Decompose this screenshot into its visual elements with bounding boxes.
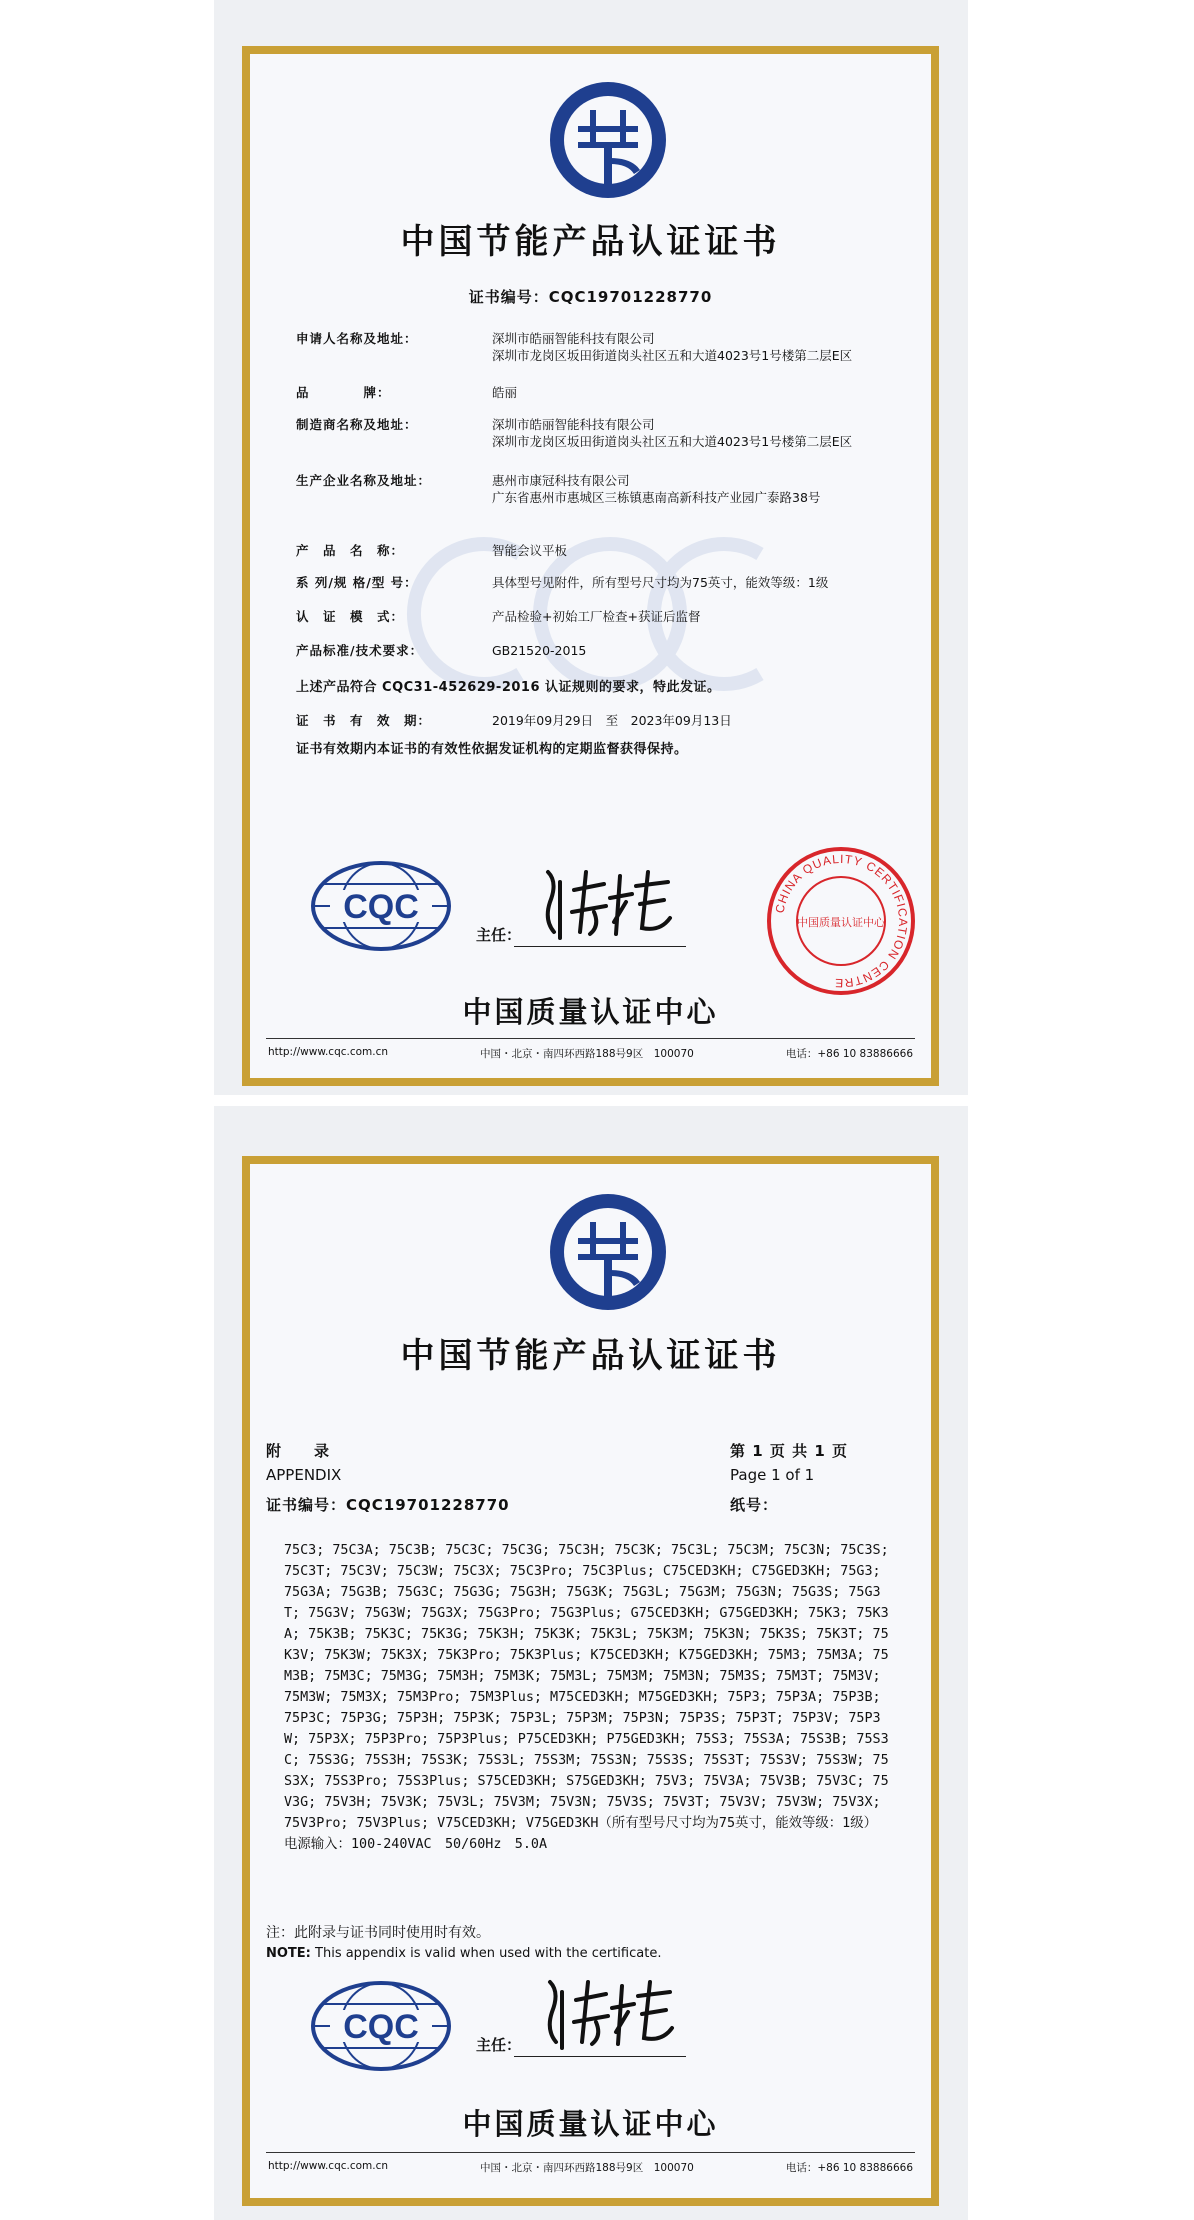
appendix-cert-number: 证书编号：CQC19701228770	[266, 1496, 510, 1514]
red-seal-icon	[766, 846, 916, 996]
field-label: 生产企业名称及地址：	[296, 473, 432, 488]
field-value: 深圳市皓丽智能科技有限公司 深圳市龙岗区坂田街道岗头社区五和大道4023号1号楼第二层E区	[492, 331, 853, 363]
director-signature-icon	[532, 1972, 682, 2052]
certificate-number: 证书编号：CQC19701228770	[468, 288, 713, 306]
field-value: GB21520-2015	[492, 643, 587, 658]
footer-address: 中国・北京・南四环西路188号9区 100070	[480, 1048, 694, 1060]
field-value: 皓丽	[492, 385, 518, 400]
appendix-frame	[242, 1156, 939, 2206]
footer-divider	[266, 1038, 915, 1039]
certificate-title: 中国节能产品认证证书	[400, 222, 781, 262]
field-applicant	[296, 330, 896, 370]
appendix-label-cn: 附 录	[266, 1442, 331, 1460]
stamp-inner-text: 中国质量认证中心	[797, 916, 885, 929]
validity-label: 证 书 有 效 期：	[296, 713, 432, 728]
appendix-label-en: APPENDIX	[266, 1466, 342, 1484]
page-count-cn: 第 1 页 共 1 页	[730, 1442, 848, 1460]
cqc-logo-text: CQC	[343, 888, 419, 926]
note-en-text: This appendix is valid when used with the certificate.	[310, 1946, 662, 1961]
appendix-note-cn: 注：此附录与证书同时使用时有效。	[266, 1925, 490, 1941]
note-en-label: NOTE:	[266, 1946, 311, 1961]
field-label: 产 品 名 称：	[296, 543, 405, 558]
footer-url: http://www.cqc.com.cn	[268, 1046, 389, 1058]
field-value: 具体型号见附件，所有型号尺寸均为75英寸，能效等级：1级	[492, 575, 829, 590]
validity-dates: 2019年09月29日 至 2023年09月13日	[492, 713, 732, 728]
field-label: 申请人名称及地址：	[296, 331, 418, 346]
signature-line	[514, 2056, 686, 2057]
field-label: 认 证 模 式：	[296, 609, 405, 624]
cqc-logo-icon	[310, 860, 452, 952]
field-value: 智能会议平板	[492, 543, 568, 558]
certificate-frame	[242, 46, 939, 1086]
field-label: 制造商名称及地址：	[296, 417, 418, 432]
field-manufacturer	[296, 416, 896, 456]
model-list: 75C3; 75C3A; 75C3B; 75C3C; 75C3G; 75C3H; 75C3K; 75C3L; 75C3M; 75C3N; 75C3S; 75C3T; 75C3V; 75C3W; 75C3X; 75C3Pro; 75C3Plus; C75CED3KH; C75GED3KH; 75G3; 75G3A; 75G3B; 75G3C; 75G3G; 75G3H; 75G3K; 75G3L; 75G3M; 75G3N; 75G3S; 75G3T; 75G3V; 75G3W; 75G3X; 75G3Pro; 75G3Plus; G75CED3KH; G75GED3KH; 75K3; 75K3A; 75K3B; 75K3C; 75K3G; 75K3H; 75K3K; 75K3L; 75K3M; 75K3N; 75K3S; 75K3T; 75K3V; 75K3W; 75K3X; 75K3Pro; 75K3Plus; K75CED3KH; K75GED3KH; 75M3; 75M3A; 75M3B; 75M3C; 75M3G; 75M3H; 75M3K; 75M3L; 75M3M; 75M3N; 75M3S; 75M3T; 75M3V; 75M3W; 75M3X; 75M3Pro; 75M3Plus; M75CED3KH; M75GED3KH; 75P3; 75P3A; 75P3B; 75P3C; 75P3G; 75P3H; 75P3K; 75P3L; 75P3M; 75P3N; 75P3S; 75P3T; 75P3V; 75P3W; 75P3X; 75P3Pro; 75P3Plus; P75CED3KH; P75GED3KH; 75S3; 75S3A; 75S3B; 75S3C; 75S3G; 75S3H; 75S3K; 75S3L; 75S3M; 75S3N; 75S3S; 75S3T; 75S3V; 75S3W; 75S3X; 75S3Pro; 75S3Plus; S75CED3KH; S75GED3KH; 75V3; 75V3A; 75V3B; 75V3C; 75V3G; 75V3H; 75V3K; 75V3L; 75V3M; 75V3N; 75V3S; 75V3T; 75V3V; 75V3W; 75V3X; 75V3Pro; 75V3Plus; V75CED3KH; V75GED3KH（所有型号尺寸均为75英寸，能效等级：1级） 电源输入：100-240VAC 50/60Hz 5.0A	[284, 1543, 889, 1852]
field-label: 产品标准/技术要求：	[296, 643, 424, 658]
signature-line	[514, 946, 686, 947]
field-value: 产品检验+初始工厂检查+获证后监督	[492, 609, 701, 624]
field-factory	[296, 472, 896, 512]
footer-phone: 电话：+86 10 83886666	[785, 1048, 913, 1060]
validity-note: 证书有效期内本证书的有效性依据发证机构的定期监督获得保持。	[296, 742, 688, 757]
field-value: 惠州市康冠科技有限公司 广东省惠州市惠城区三栋镇惠南高新科技产业园广泰路38号	[492, 473, 821, 505]
issuing-center-name: 中国质量认证中心	[462, 2107, 719, 2141]
paper-number: 纸号：	[730, 1496, 779, 1514]
signer-label: 主任：	[476, 2036, 522, 2054]
field-value: 深圳市皓丽智能科技有限公司 深圳市龙岗区坂田街道岗头社区五和大道4023号1号楼第二层E区	[492, 417, 853, 449]
footer-divider	[266, 2152, 915, 2153]
appendix-title: 中国节能产品认证证书	[400, 1336, 781, 1376]
stamp-text: CHINA QUALITY CERTIFICATION CENTRE	[772, 851, 911, 991]
field-label: 品 牌：	[296, 385, 391, 400]
energy-saving-logo-icon	[548, 1192, 668, 1312]
field-label: 系 列/规 格/型 号：	[296, 575, 418, 590]
conformity-statement: 上述产品符合 CQC31-452629-2016 认证规则的要求，特此发证。	[296, 680, 721, 695]
cqc-logo-icon	[310, 1980, 452, 2072]
footer-phone: 电话：+86 10 83886666	[785, 2162, 913, 2174]
cqc-logo-text: CQC	[343, 2008, 419, 2046]
appendix-note-en	[266, 1946, 661, 1961]
signer-label: 主任：	[476, 926, 522, 944]
page-count-en: Page 1 of 1	[730, 1466, 815, 1484]
issuing-center-name: 中国质量认证中心	[462, 995, 719, 1029]
footer-url: http://www.cqc.com.cn	[268, 2160, 389, 2172]
energy-saving-logo-icon	[548, 80, 668, 200]
footer-address: 中国・北京・南四环西路188号9区 100070	[480, 2162, 694, 2174]
director-signature-icon	[530, 862, 680, 942]
